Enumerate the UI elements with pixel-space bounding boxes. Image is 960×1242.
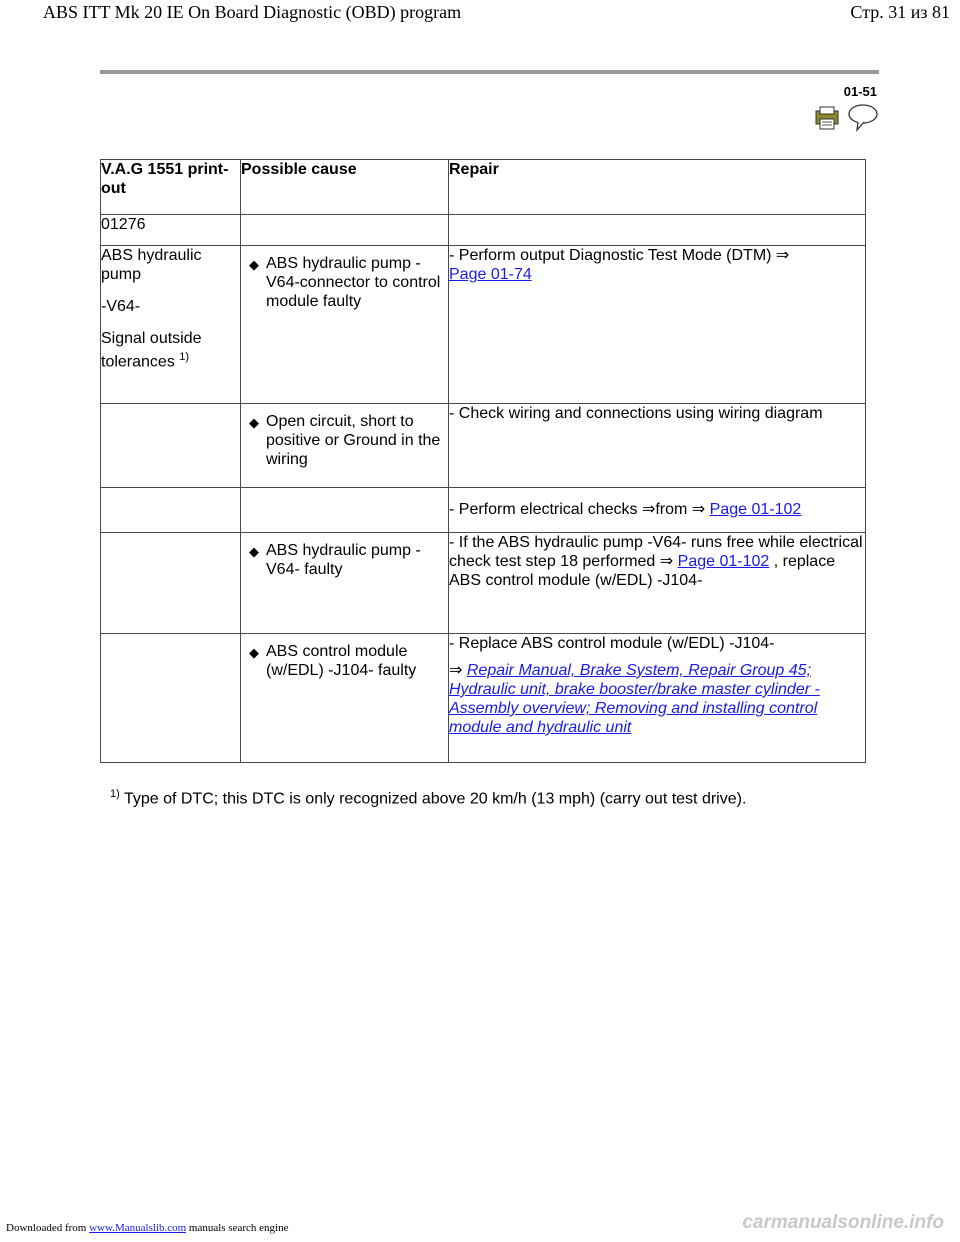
footnote bbox=[110, 788, 746, 808]
cause-text: Open circuit, short to positive or Ground in the wiring bbox=[266, 413, 441, 468]
component-cell bbox=[101, 246, 241, 404]
empty-cell bbox=[241, 488, 449, 533]
cause-cell bbox=[241, 533, 449, 634]
empty-cell bbox=[449, 215, 866, 246]
header-cell-cause: Possible cause bbox=[241, 160, 449, 215]
cause-text: ABS hydraulic pump -V64-connector to control module faulty bbox=[266, 255, 441, 310]
footnote-mark: 1) bbox=[179, 351, 190, 363]
empty-cell bbox=[101, 634, 241, 763]
diamond-bullet-icon: ◆ bbox=[249, 257, 259, 272]
footer-suffix: manuals search engine bbox=[188, 1222, 289, 1234]
repair-text: - Check wiring and connections using wiring diagram bbox=[449, 404, 866, 488]
arrow-icon: ⇒ bbox=[449, 662, 463, 679]
document-title: ABS ITT Mk 20 IE On Board Diagnostic (OBD) program bbox=[43, 2, 462, 22]
header-cell-printout: V.A.G 1551 print-out bbox=[101, 160, 241, 215]
page-number: 01-51 bbox=[843, 84, 877, 99]
page-counter: Стр. 31 из 81 bbox=[850, 2, 950, 22]
repair-manual-link[interactable]: Repair Manual, Brake System, Repair Group 45; Hydraulic unit, brake booster/brake master cylinder - Assembly overview; Removing and installing control module and hydraulic unit bbox=[449, 662, 820, 736]
toolbar-icons bbox=[813, 104, 883, 132]
empty-cell bbox=[101, 533, 241, 634]
component-condition: Signal outside tolerances $^{1)}$ bbox=[101, 330, 202, 371]
manualslib-link[interactable]: www.Manualslib.com bbox=[89, 1222, 187, 1234]
repair-cell bbox=[449, 634, 866, 763]
empty-cell bbox=[101, 404, 241, 488]
diamond-bullet-icon: ◆ bbox=[249, 645, 259, 660]
empty-cell bbox=[241, 215, 449, 246]
repair-cell bbox=[449, 533, 866, 634]
repair-text: - Replace ABS control module (w/EDL) -J104- bbox=[449, 635, 775, 652]
cause-text: ABS hydraulic pump -V64- faulty bbox=[266, 542, 421, 578]
page-link[interactable]: Page 01-74 bbox=[449, 266, 532, 283]
repair-text: - Perform electrical checks ⇒from ⇒ bbox=[449, 501, 706, 518]
download-footer bbox=[6, 1222, 288, 1234]
repair-text-after: , replace ABS control module (w/EDL) -J104- bbox=[449, 553, 836, 589]
footnote-mark: 1) bbox=[110, 788, 120, 800]
header-cell-repair: Repair bbox=[449, 160, 866, 215]
repair-text: - Perform output Diagnostic Test Mode (DTM) ⇒ bbox=[449, 247, 790, 264]
empty-cell bbox=[101, 488, 241, 533]
cause-text: ABS control module (w/EDL) -J104- faulty bbox=[266, 643, 417, 679]
diagnostic-table bbox=[100, 159, 866, 763]
cause-cell bbox=[241, 634, 449, 763]
print-icon[interactable] bbox=[816, 107, 838, 129]
cause-cell bbox=[241, 246, 449, 404]
footer-prefix: Downloaded from bbox=[6, 1222, 87, 1234]
repair-cell bbox=[449, 246, 866, 404]
repair-cell bbox=[449, 488, 866, 533]
component-code: -V64- bbox=[101, 298, 141, 315]
header-rule bbox=[100, 70, 879, 74]
diamond-bullet-icon: ◆ bbox=[249, 415, 259, 430]
page-link[interactable]: Page 01-102 bbox=[677, 553, 770, 570]
component-name: ABS hydraulic pump bbox=[101, 247, 202, 283]
footnote-text: Type of DTC; this DTC is only recognized above 20 km/h (13 mph) (carry out test drive). bbox=[123, 790, 747, 808]
diamond-bullet-icon: ◆ bbox=[249, 544, 259, 559]
cause-cell bbox=[241, 404, 449, 488]
watermark: carmanualsonline.info bbox=[742, 1212, 944, 1233]
speech-bubble-icon[interactable] bbox=[849, 105, 877, 130]
fault-code: 01276 bbox=[101, 215, 241, 246]
page-link[interactable]: Page 01-102 bbox=[709, 501, 802, 518]
repair-text: - If the ABS hydraulic pump -V64- runs free while electrical check test step 18 performed ⇒ bbox=[449, 534, 863, 570]
